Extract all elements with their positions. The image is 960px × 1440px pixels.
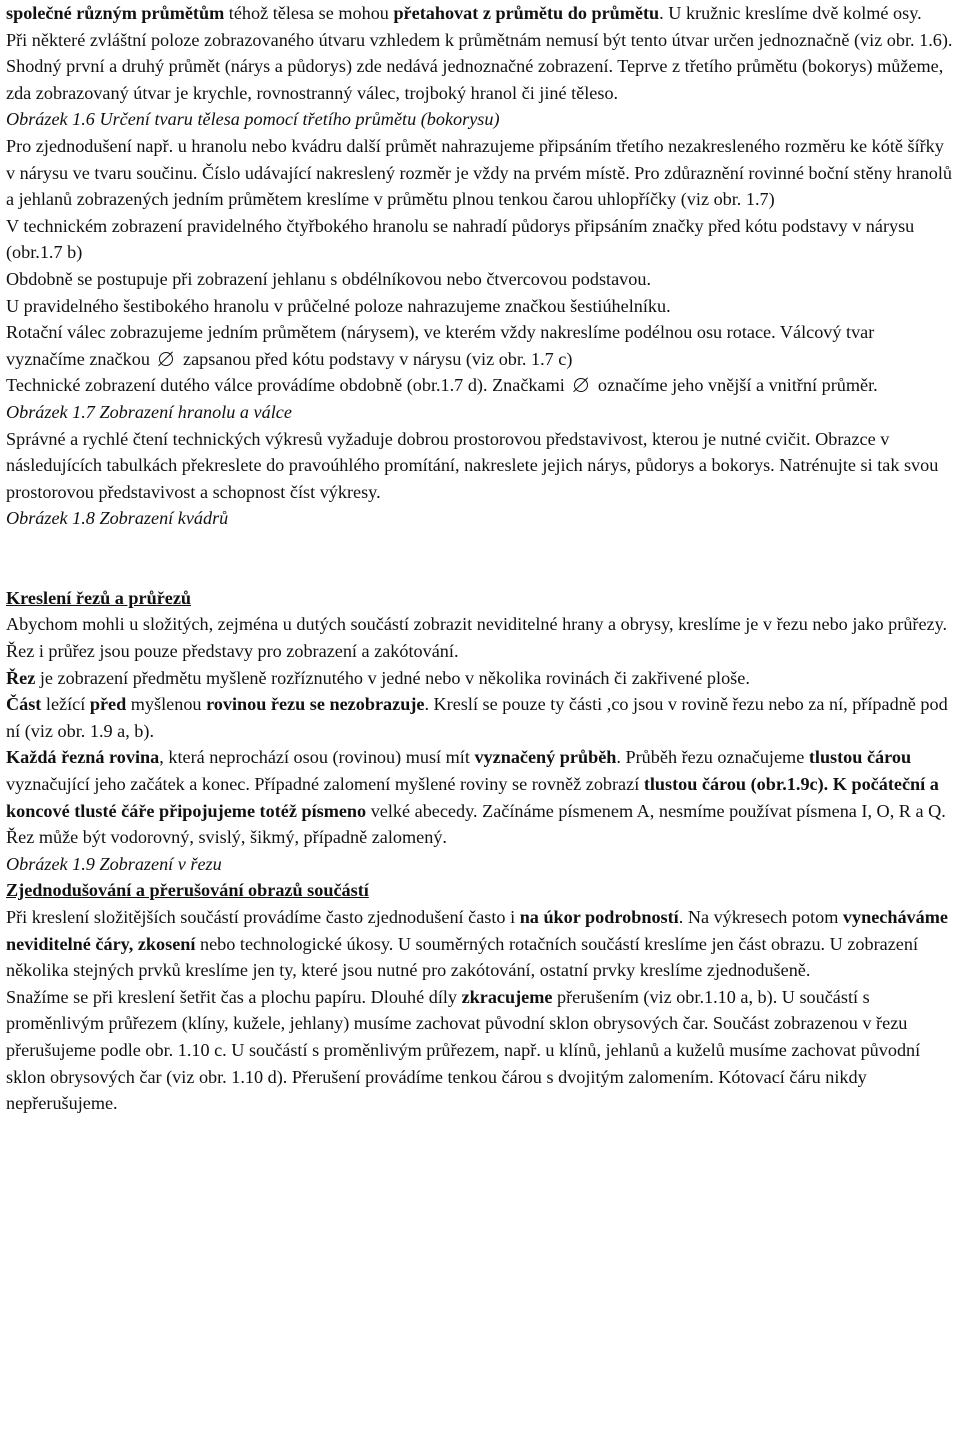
diameter-symbol-icon: [157, 352, 175, 366]
figure-1-6-caption: Obrázek 1.6 Určení tvaru tělesa pomocí třetího průmětu (bokorysu): [6, 109, 500, 130]
figure-1-9-caption: Obrázek 1.9 Zobrazení v řezu: [6, 853, 222, 874]
paragraph-section-types: Řez může být vodorovný, svislý, šikmý, případně zalomený.: [6, 827, 447, 848]
document-page: [6, 0, 956, 1117]
section-heading-sections: Kreslení řezů a průřezů: [6, 587, 192, 608]
paragraph-hollow-cylinder: Technické zobrazení dutého válce provádíme obdobně (obr.1.7 d). Značkami označíme jeho vnější a vnitřní průměr.: [6, 375, 878, 396]
figure-1-8-caption: Obrázek 1.8 Zobrazení kvádrů: [6, 508, 229, 529]
paragraph-hexagonal-prism: U pravidelného šestibokého hranolu v průčelné poloze nahrazujeme značkou šestiúhelníku.: [6, 295, 671, 316]
paragraph-spatial-imagination: Správné a rychlé čtení technických výkresů vyžaduje dobrou prostorovou představivost, kterou je nutné cvičit. Obrazce v následujících tabulkách překreslete do pravoúhlého promítání, nakreslete jejich nárys, půdorys a bokorys. Natrénujte si tak svou prostorovou představivost a schopnost číst výkresy.: [6, 428, 939, 502]
bold-text: společné různým průmětům: [6, 3, 225, 23]
paragraph-pyramid: Obdobně se postupuje při zobrazení jehlanu s obdélníkovou nebo čtvercovou podstavou.: [6, 268, 651, 289]
section-heading-simplification: Zjednodušování a přerušování obrazů součástí: [6, 880, 369, 901]
figure-1-7-caption: Obrázek 1.7 Zobrazení hranolu a válce: [6, 401, 292, 422]
intro-paragraph-1: společné různým průmětům téhož tělesa se mohou přetahovat z průmětu do průmětu. U kružnic kreslíme dvě kolmé osy.: [6, 3, 922, 23]
paragraph-section-part: Část ležící před myšlenou rovinou řezu se nezobrazuje. Kreslí se pouze ty části ,co jsou v rovině řezu nebo za ní, případně pod ní (viz obr. 1.9 a, b).: [6, 694, 948, 741]
paragraph-interruption: Snažíme se při kreslení šetřit čas a plochu papíru. Dlouhé díly zkracujeme přerušením (viz obr.1.10 a, b). U součástí s proměnlivým průřezem (klíny, kužele, jehlany) musíme zachovat původní sklon obrysových čar. Součást zobrazenou v řezu přerušujeme podle obr. 1.10 c. U součástí s proměnlivým průřezem, např. u klínů, jehlanů a kuželů musíme zachovat původní sklon obrysových čar (viz obr. 1.10 d). Přerušení provádíme tenkou čárou s dvojitým zalomením. Kótovací čáru nikdy nepřerušujeme.: [6, 986, 921, 1114]
paragraph-section-definition: Řez je zobrazení předmětu myšleně rozříznutého v jedné nebo v několika rovinách či zakřivené ploše.: [6, 667, 750, 688]
paragraph-cutting-plane: Každá řezná rovina, která neprochází osou (rovinou) musí mít vyznačený průběh. Průběh řezu označujeme tlustou čárou vyznačující jeho začátek a konec. Případné zalomení myšlené roviny se rovněž zobrazí tlustou čárou (obr.1.9c). K počáteční a koncové tlusté čáře připojujeme totéž písmeno velké abecedy. Začínáme písmenem A, nesmíme používat písmena I, O, R a Q.: [6, 747, 946, 821]
bold-text: přetahovat z průmětu do průmětu: [393, 3, 660, 23]
paragraph-sections-intro: Abychom mohli u složitých, zejména u dutých součástí zobrazit neviditelné hrany a obrysy, kreslíme je v řezu nebo jako průřezy. Řez i průřez jsou pouze představy pro zobrazení a zakótování.: [6, 614, 948, 662]
paragraph-simplification: Při kreslení složitějších součástí provádíme často zjednodušení často i na úkor podrobností. Na výkresech potom vynecháváme neviditelné čáry, zkosení nebo technologické úkosy. U souměrných rotačních součástí kreslíme jen část obrazu. U zobrazení několika stejných prvků kreslíme jen ty, které jsou nutné pro zakótování, ostatní prvky kreslíme zjednodušeně.: [6, 907, 948, 981]
paragraph-square-prism: V technickém zobrazení pravidelného čtyřbokého hranolu se nahradí půdorys připsáním značky před kótu podstavy v nárysu (obr.1.7 b): [6, 215, 915, 263]
diameter-symbol-icon: [572, 378, 590, 392]
intro-paragraph-2: Při některé zvláštní poloze zobrazovaného útvaru vzhledem k průmětnám nemusí být tento útvar určen jednoznačně (viz obr. 1.6). Shodný první a druhý průmět (nárys a půdorys) zde nedává jednoznačné zobrazení. Teprve z třetího průmětu (bokorys) můžeme, zda zobrazovaný útvar je krychle, rovnostranný válec, trojboký hranol či jiné těleso.: [6, 29, 953, 103]
paragraph-cylinder: Rotační válec zobrazujeme jedním průmětem (nárysem), ve kterém vždy nakreslíme podélnou osu rotace. Válcový tvar vyznačíme značkou zapsanou před kótu podstavy v nárysu (viz obr. 1.7 c): [6, 322, 875, 369]
paragraph-prism-dimension: Pro zjednodušení např. u hranolu nebo kvádru další průmět nahrazujeme připsáním třetího nezakresleného rozměru ke kótě šířky v nárysu ve tvaru součinu. Číslo udávající nakreslený rozměr je vždy na prvém místě. Pro zdůraznění rovinné boční stěny hranolů a jehlanů zobrazených jedním průmětem kreslíme v průmětu plnou tenkou čarou uhlopříčky (viz obr. 1.7): [6, 135, 952, 210]
